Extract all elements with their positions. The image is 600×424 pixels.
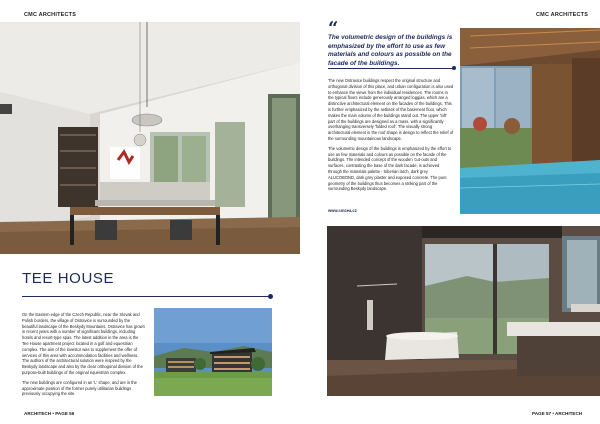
body-paragraph: The new Ostravice buildings respect the original structure and orthogonal division of this place, and urban configuration is also used to enhance the views from the individual residences. The rooms in the typical floors include generously arranged loggias, which are a distinctive architectural element on the facades of the buildings. This is further emphasized by the setback of the basement floor, which makes the main volume of the buildings stand out. The upper 'loft' part of the buildings are designed as a mass, with a significantly overhanging transversely 'folded roof'. The visually strong architectural element in the roof shape is design to reflect the relief of the surrounding mountainous landscape. bbox=[328, 78, 454, 141]
quote-divider-dot bbox=[452, 66, 456, 70]
article-title: TEE HOUSE bbox=[22, 270, 115, 287]
interior-living-room-image bbox=[0, 22, 300, 254]
title-divider-dot bbox=[268, 294, 273, 299]
right-footer: PAGE 57 • ARCHITECH bbox=[532, 411, 583, 416]
left-footer: ARCHITECH • PAGE 56 bbox=[24, 411, 75, 416]
right-text-column bbox=[328, 78, 454, 196]
title-divider bbox=[22, 296, 270, 297]
body-paragraph: The volumetric design of the buildings is emphasized by the effort to use as few materials and colours as possible on the facade of the buildings. The intended concept of the wooden 'cut-outs and surfaces, contrasting the base of the dark facade, is achieved through the materials palette - Siberian larch, dark grey ALUCOBOND, dark grey plaster and exposed concrete. The pure geometry of the buildings thus becomes a striking part of the surrounding Beskydy landscape. bbox=[328, 145, 452, 192]
website-link[interactable]: www.cmcea.cz bbox=[328, 208, 357, 213]
left-header-brand: CMC ARCHITECTS bbox=[24, 12, 77, 18]
bathroom-photo bbox=[327, 226, 600, 396]
intro-paragraph: On the Eastern edge of the Czech Republic, near the Slovak and Polish borders, the village of Ostravice is surrounded by the beautiful landscape of the Beskydy Mountains. Ostravice has grown in recent years with a number of significant buildings, including hotels and resort-type spas. The latest addition in the area is the Tee House apartment project located in a golf and equestrian complex. The aim of the investor was to supplement the offer of services of this area with accommodation facilities and wellness. The authors of the architectural solution were inspired by the Beskydy landscape and also by the clear orthogonal division of the purpose-built buildings of the original equestrian complex. bbox=[22, 312, 145, 375]
pool-photo bbox=[460, 28, 600, 214]
intro-text-column bbox=[22, 312, 146, 401]
right-header-brand: CMC ARCHITECTS bbox=[536, 12, 589, 18]
quote-divider bbox=[328, 68, 454, 69]
quote-mark-icon: “ bbox=[328, 18, 339, 39]
intro-paragraph: The new buildings are configured in an 'L' shape, and are in the approximate position of the former purely utilitarian buildings previously occupying the site. bbox=[22, 379, 137, 397]
exterior-buildings-photo bbox=[154, 308, 272, 396]
pull-quote: The volumetric design of the buildings is emphasized by the effort to use as few materials and colours as possible on the facade of the buildings. bbox=[328, 34, 453, 67]
interior-living-room-photo bbox=[0, 22, 300, 254]
bathroom-image bbox=[327, 226, 600, 396]
exterior-buildings-image bbox=[154, 308, 272, 396]
pool-image bbox=[460, 28, 600, 214]
